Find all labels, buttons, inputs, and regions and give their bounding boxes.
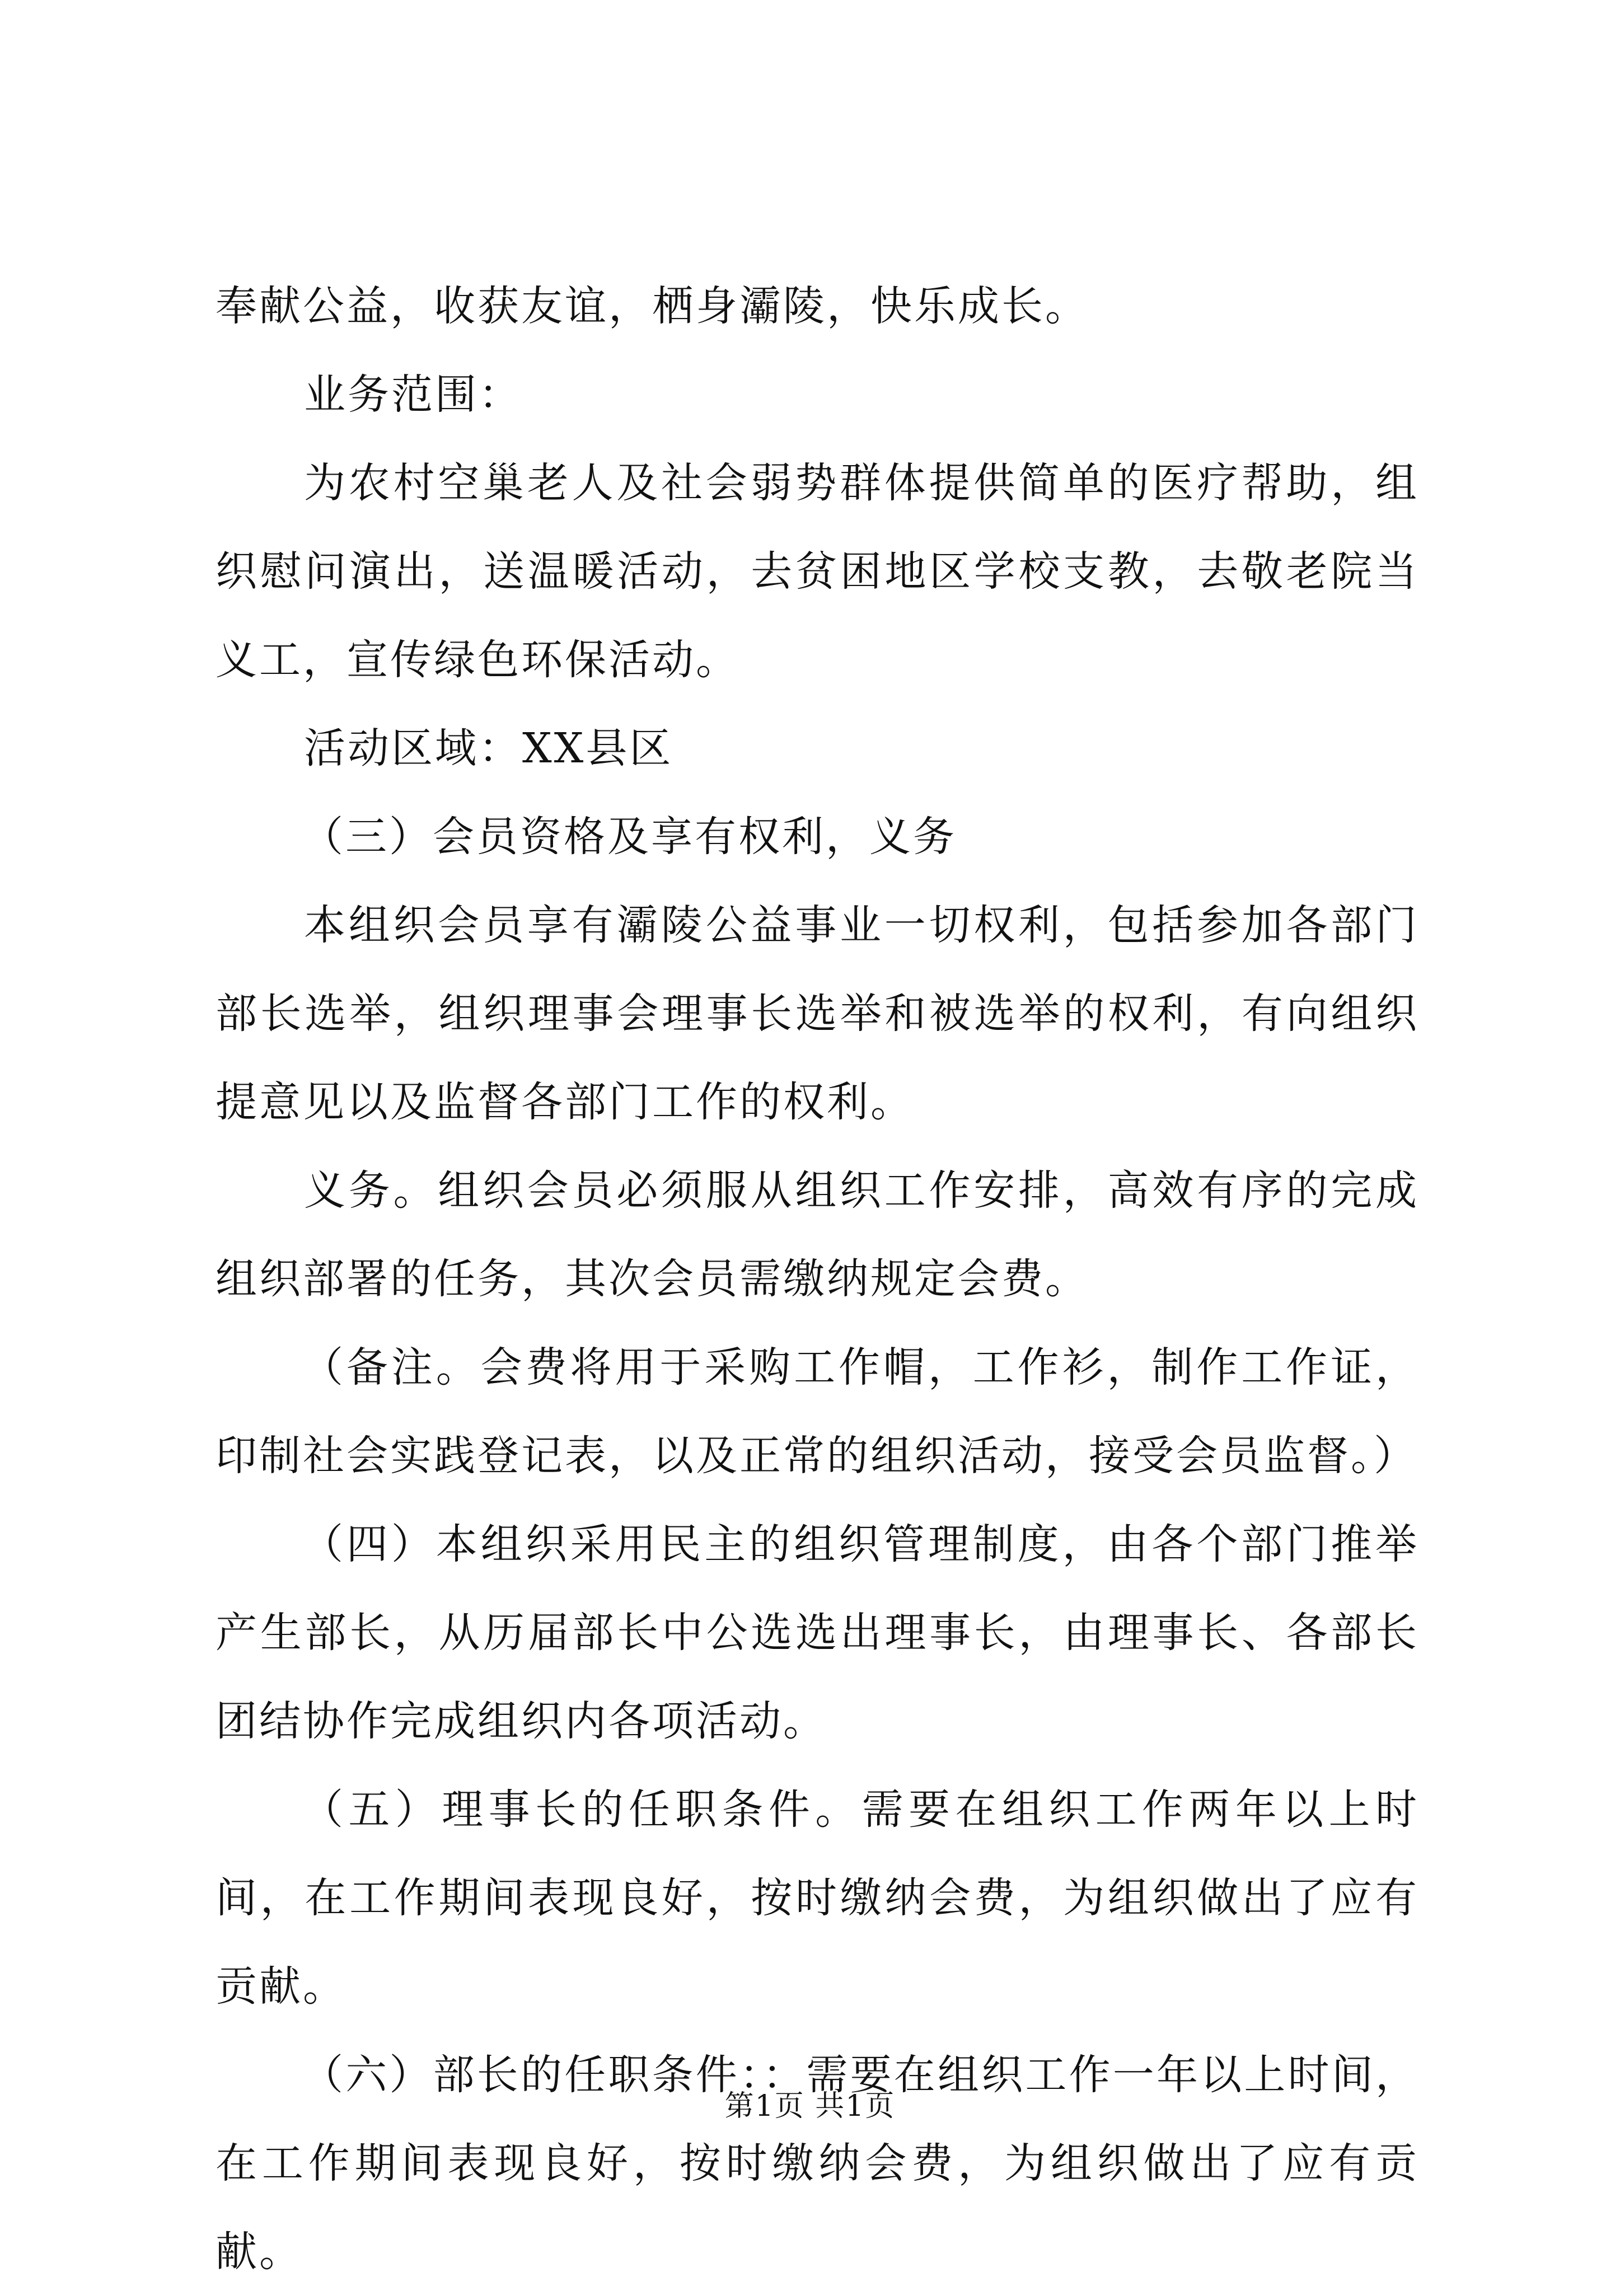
page-number-footer: 第1页 共1页 <box>724 2089 896 2123</box>
document-body <box>216 262 1419 2296</box>
paragraph-fee-note: （备注。会费将用于采购工作帽，工作衫，制作工作证，印制社会实践登记表，以及正常的组织活动，接受会员监督。） <box>216 1343 1419 1480</box>
paragraph-business-scope-heading: 业务范围： <box>304 371 522 419</box>
paragraph-minister-conditions: （六）部长的任职条件：：需要在组织工作一年以上时间，在工作期间表现良好，按时缴纳会费，为组织做出了应有贡献。 <box>216 2051 1419 2276</box>
paragraph-member-rights: 本组织会员享有灞陵公益事业一切权利，包括参加各部门部长选举，组织理事会理事长选举和被选举的权利，有向组织提意见以及监督各部门工作的权利。 <box>216 901 1419 1126</box>
paragraph-chairman-conditions: （五）理事长的任职条件。需要在组织工作两年以上时间，在工作期间表现良好，按时缴纳会费，为组织做出了应有贡献。 <box>216 1786 1419 2011</box>
section-heading-membership: （三）会员资格及享有权利，义务 <box>302 813 957 861</box>
paragraph-management-system: （四）本组织采用民主的组织管理制度，由各个部门推举产生部长，从历届部长中公选选出理事长，由理事长、各部长团结协作完成组织内各项活动。 <box>216 1520 1419 1745</box>
paragraph-motto: 奉献公益，收获友谊，栖身灞陵，快乐成长。 <box>216 282 1089 330</box>
paragraph-business-scope: 为农村空巢老人及社会弱势群体提供简单的医疗帮助，组织慰问演出，送温暖活动，去贫困地区学校支教，去敬老院当义工，宣传绿色环保活动。 <box>216 459 1419 684</box>
paragraph-activity-area: 活动区域：XX县区 <box>304 724 673 772</box>
paragraph-member-duties: 义务。组织会员必须服从组织工作安排，高效有序的完成组织部署的任务，其次会员需缴纳规定会费。 <box>216 1166 1419 1303</box>
